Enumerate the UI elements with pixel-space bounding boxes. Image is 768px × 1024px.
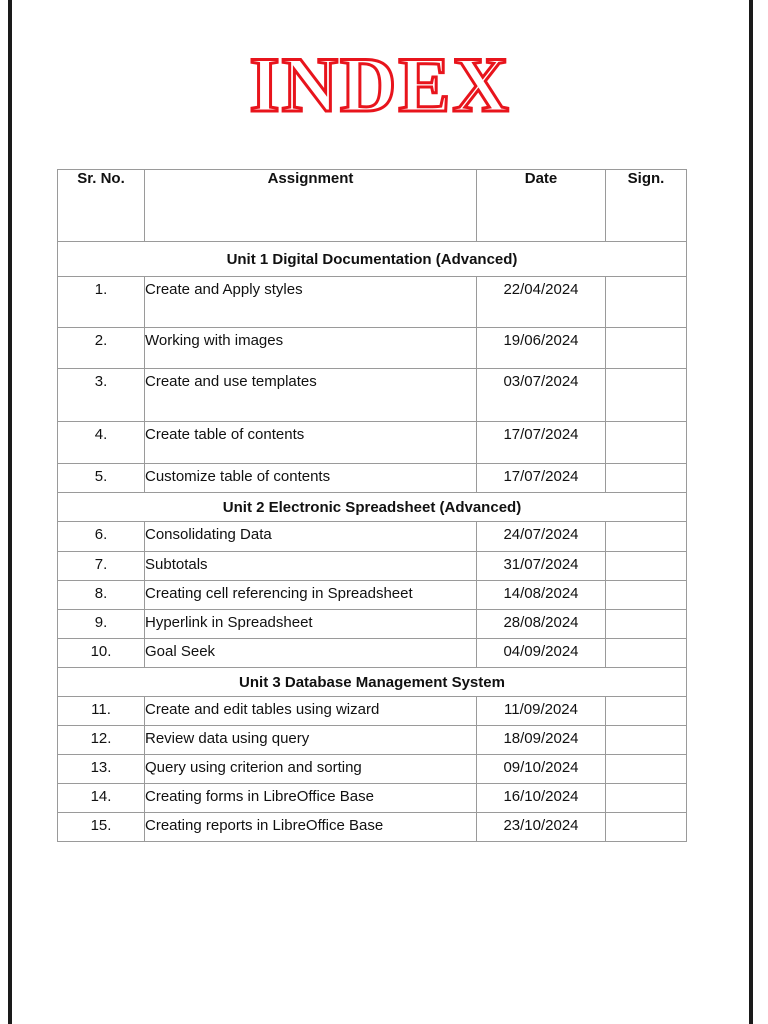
sign-cell-text [606,393,686,397]
sign-cell [606,522,687,552]
table-row [58,755,687,784]
assignment-cell-text: Create and use templates [145,373,317,390]
table-row [58,552,687,581]
sr-cell [58,755,145,784]
assignment-cell [145,522,477,552]
header-sign: Sign. [606,170,687,242]
table-row [58,277,687,328]
sr-cell-text: 5. [94,468,108,485]
table-row [58,369,687,422]
sr-cell-text: 8. [94,585,108,602]
assignment-cell [145,277,477,328]
sr-cell [58,464,145,493]
sign-cell [606,610,687,639]
date-cell-text: 28/08/2024 [503,614,579,631]
sr-cell-text: 6. [94,526,108,543]
assignment-cell-text: Working with images [145,332,284,349]
date-cell-text: 17/07/2024 [503,468,579,485]
date-cell-text: 23/10/2024 [503,817,579,834]
date-cell [477,328,606,369]
table-row [58,639,687,668]
sign-cell-text [606,535,686,539]
unit-row [58,668,687,697]
header-row [58,170,687,242]
page-border-left [8,0,12,1024]
assignment-cell [145,726,477,755]
date-cell [477,369,606,422]
assignment-cell-text: Query using criterion and sorting [145,759,362,776]
sr-cell-text: 11. [91,701,111,718]
date-cell-text: 14/08/2024 [503,585,579,602]
sign-cell-text [606,825,686,829]
unit-title: Unit 2 Electronic Spreadsheet (Advanced) [58,493,687,522]
sign-cell [606,755,687,784]
table-row [58,697,687,726]
sign-cell [606,369,687,422]
assignment-cell [145,813,477,842]
assignment-cell-text: Customize table of contents [145,468,331,485]
date-cell-text: 09/10/2024 [503,759,579,776]
unit-row [58,493,687,522]
table-row [58,581,687,610]
assignment-cell-text: Subtotals [145,556,208,573]
date-cell [477,464,606,493]
sign-cell-text [606,709,686,713]
table-row [58,784,687,813]
sr-cell-text: 14. [90,788,112,805]
assignment-cell [145,639,477,668]
table-row [58,328,687,369]
date-cell [477,726,606,755]
sr-cell-text: 10. [90,643,112,660]
table-body [58,242,687,842]
date-cell-text: 16/10/2024 [503,788,579,805]
unit-title: Unit 3 Database Management System [58,668,687,697]
sr-cell [58,581,145,610]
date-cell [477,755,606,784]
sr-cell-text: 12. [90,730,112,747]
assignment-cell [145,422,477,464]
sign-cell-text [606,346,686,350]
sign-cell-text [606,796,686,800]
date-cell [477,581,606,610]
sr-cell [58,522,145,552]
sign-cell [606,639,687,668]
sign-cell [606,581,687,610]
table-row [58,422,687,464]
sign-cell-text [606,622,686,626]
unit-row [58,242,687,277]
sign-cell [606,784,687,813]
date-cell [477,610,606,639]
assignment-cell-text: Create and Apply styles [145,281,303,298]
assignment-cell [145,581,477,610]
assignment-cell [145,464,477,493]
table-row [58,464,687,493]
date-cell-text: 17/07/2024 [503,426,579,443]
sign-cell-text [606,738,686,742]
sign-cell-text [606,441,686,445]
date-cell-text: 03/07/2024 [503,373,579,390]
assignment-cell-text: Hyperlink in Spreadsheet [145,614,313,631]
sign-cell [606,813,687,842]
header-assignment: Assignment [145,170,477,242]
date-cell [477,813,606,842]
header-date: Date [477,170,606,242]
sign-cell [606,328,687,369]
date-cell-text: 04/09/2024 [503,643,579,660]
sign-cell [606,552,687,581]
sr-cell-text: 1. [94,281,108,298]
sr-cell [58,784,145,813]
date-cell [477,639,606,668]
date-cell [477,422,606,464]
date-cell-text: 31/07/2024 [503,556,579,573]
date-cell-text: 24/07/2024 [503,526,579,543]
assignment-cell-text: Creating forms in LibreOffice Base [145,788,374,805]
assignment-cell-text: Goal Seek [145,643,216,660]
sign-cell [606,464,687,493]
assignment-cell [145,328,477,369]
date-cell-text: 18/09/2024 [503,730,579,747]
sign-cell-text [606,476,686,480]
sr-cell-text: 2. [94,332,108,349]
sr-cell [58,813,145,842]
sr-cell [58,369,145,422]
date-cell [477,277,606,328]
sign-cell [606,277,687,328]
sign-cell-text [606,767,686,771]
assignment-cell [145,697,477,726]
sr-cell-text: 7. [94,556,108,573]
date-cell [477,522,606,552]
sign-cell [606,726,687,755]
assignment-cell [145,755,477,784]
sign-cell-text [606,651,686,655]
assignment-cell-text: Create table of contents [145,426,305,443]
assignment-cell-text: Create and edit tables using wizard [145,701,380,718]
date-cell-text: 11/09/2024 [504,701,578,718]
date-cell-text: 19/06/2024 [503,332,579,349]
sr-cell-text: 3. [94,373,108,390]
table-row [58,813,687,842]
sr-cell-text: 9. [94,614,108,631]
sr-cell [58,639,145,668]
date-cell [477,552,606,581]
sr-cell [58,422,145,464]
sr-cell-text: 13. [90,759,112,776]
assignment-cell-text: Review data using query [145,730,310,747]
header-sr: Sr. No. [58,170,145,242]
sr-cell [58,328,145,369]
sr-cell [58,697,145,726]
sr-cell [58,277,145,328]
table-row [58,522,687,552]
assignment-cell-text: Consolidating Data [145,526,272,543]
unit-title: Unit 1 Digital Documentation (Advanced) [58,242,687,277]
sr-cell [58,726,145,755]
assignment-cell-text: Creating reports in LibreOffice Base [145,817,384,834]
sr-cell [58,610,145,639]
assignment-cell [145,369,477,422]
sr-cell-text: 15. [90,817,112,834]
sign-cell-text [606,564,686,568]
sr-cell [58,552,145,581]
index-table [57,169,687,842]
date-cell-text: 22/04/2024 [503,281,579,298]
assignment-cell [145,552,477,581]
sr-cell-text: 4. [94,426,108,443]
date-cell [477,697,606,726]
table-row [58,610,687,639]
table-row [58,726,687,755]
date-cell [477,784,606,813]
sign-cell [606,422,687,464]
assignment-cell-text: Creating cell referencing in Spreadsheet [145,585,413,602]
page-border-right [749,0,753,1024]
sign-cell-text [606,593,686,597]
assignment-cell [145,610,477,639]
assignment-cell [145,784,477,813]
page-title: INDEX [249,41,511,128]
sign-cell-text [606,300,686,304]
sign-cell [606,697,687,726]
